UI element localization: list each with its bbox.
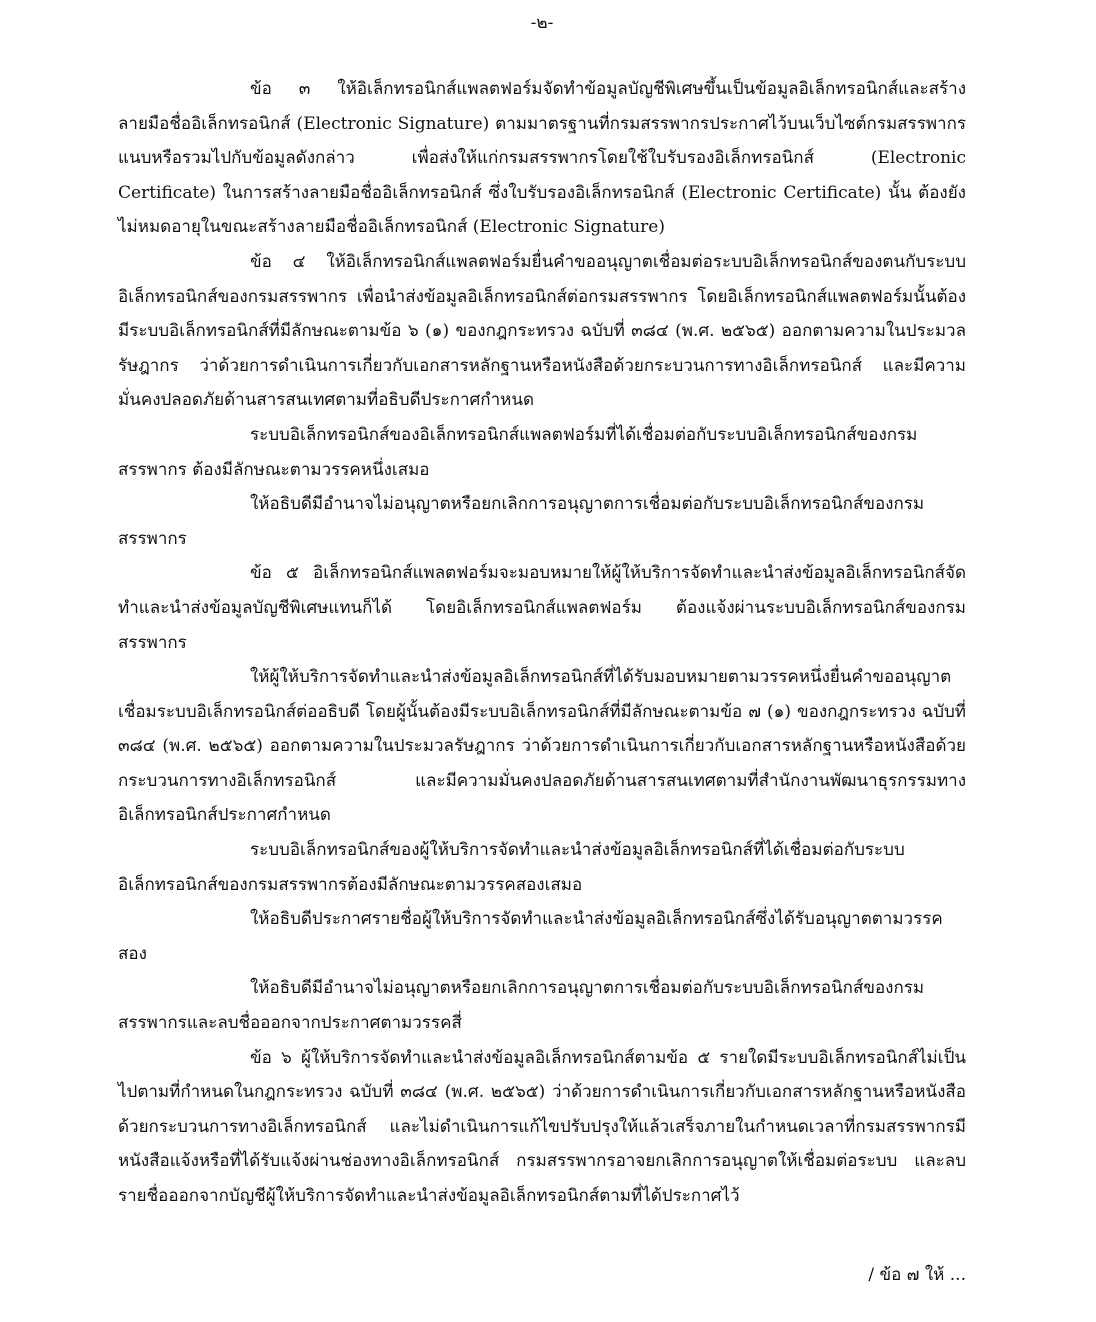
paragraph-article-5-clause-3: ระบบอิเล็กทรอนิกส์ของผู้ให้บริการจัดทำและนำส่งข้อมูลอิเล็กทรอนิกส์ที่ได้เชื่อมต่อกับระบบอิเล็กทรอนิกส์ของกรมสรรพากรต้องมีลักษณะตามวรรคสองเสมอ: [118, 840, 905, 895]
paragraph-article-5-clause-2: ให้ผู้ให้บริการจัดทำและนำส่งข้อมูลอิเล็กทรอนิกส์ที่ได้รับมอบหมายตามวรรคหนึ่งยื่นคำขออนุญาตเชื่อมระบบอิเล็กทรอนิกส์ต่ออธิบดี โดยผู้นั้นต้องมีระบบอิเล็กทรอนิกส์ที่มีลักษณะตามข้อ ๗ (๑) ของกฎกระทรวง ฉบับที่ ๓๘๔ (พ.ศ. ๒๕๖๕) ออกตามความในประมวลรัษฎากร ว่าด้วยการดำเนินการเกี่ยวกับเอกสารหลักฐานหรือหนังสือด้วยกระบวนการทางอิเล็กทรอนิกส์ และมีความมั่นคงปลอดภัยด้านสารสนเทศตามที่สำนักงานพัฒนาธุรกรรมทางอิเล็กทรอนิกส์ประกาศกำหนด: [118, 667, 966, 826]
continuation-marker: / ข้อ ๗ ให้ ...: [868, 1265, 966, 1285]
paragraph-article-6: ข้อ ๖ ผู้ให้บริการจัดทำและนำส่งข้อมูลอิเล็กทรอนิกส์ตามข้อ ๕ รายใดมีระบบอิเล็กทรอนิกส์ไม่เป็นไปตามที่กำหนดในกฎกระทรวง ฉบับที่ ๓๘๔ (พ.ศ. ๒๕๖๕) ว่าด้วยการดำเนินการเกี่ยวกับเอกสารหลักฐานหรือหนังสือด้วยกระบวนการทางอิเล็กทรอนิกส์ และไม่ดำเนินการแก้ไขปรับปรุงให้แล้วเสร็จภายในกำหนดเวลาที่กรมสรรพากรมีหนังสือแจ้งหรือที่ได้รับแจ้งผ่านช่องทางอิเล็กทรอนิกส์ กรมสรรพากรอาจยกเลิกการอนุญาตให้เชื่อมต่อระบบ และลบรายชื่อออกจากบัญชีผู้ให้บริการจัดทำและนำส่งข้อมูลอิเล็กทรอนิกส์ตามที่ได้ประกาศไว้: [118, 1047, 966, 1206]
paragraph-article-5: ข้อ ๕ อิเล็กทรอนิกส์แพลตฟอร์มจะมอบหมายให้ผู้ให้บริการจัดทำและนำส่งข้อมูลอิเล็กทรอนิกส์จัดทำและนำส่งข้อมูลบัญชีพิเศษแทนก็ได้ โดยอิเล็กทรอนิกส์แพลตฟอร์ม ต้องแจ้งผ่านระบบอิเล็กทรอนิกส์ของกรมสรรพากร: [118, 563, 966, 653]
page-number: -๒-: [530, 13, 554, 33]
paragraph-article-3: ข้อ ๓ ให้อิเล็กทรอนิกส์แพลตฟอร์มจัดทำข้อมูลบัญชีพิเศษขึ้นเป็นข้อมูลอิเล็กทรอนิกส์และสร้างลายมือชื่ออิเล็กทรอนิกส์ (Electronic Signature) ตามมาตรฐานที่กรมสรรพากรประกาศไว้บนเว็บไซต์กรมสรรพากร แนบหรือรวมไปกับข้อมูลดังกล่าว เพื่อส่งให้แก่กรมสรรพากรโดยใช้ใบรับรองอิเล็กทรอนิกส์ (Electronic Certificate) ในการสร้างลายมือชื่ออิเล็กทรอนิกส์ ซึ่งใบรับรองอิเล็กทรอนิกส์ (Electronic Certificate) นั้น ต้องยังไม่หมดอายุในขณะสร้างลายมือชื่ออิเล็กทรอนิกส์ (Electronic Signature): [118, 79, 966, 238]
paragraph-article-5-clause-4: ให้อธิบดีประกาศรายชื่อผู้ให้บริการจัดทำและนำส่งข้อมูลอิเล็กทรอนิกส์ซึ่งได้รับอนุญาตตามวรรคสอง: [118, 909, 943, 964]
paragraph-article-5-clause-5: ให้อธิบดีมีอำนาจไม่อนุญาตหรือยกเลิกการอนุญาตการเชื่อมต่อกับระบบอิเล็กทรอนิกส์ของกรมสรรพากรและลบชื่อออกจากประกาศตามวรรคสี่: [118, 978, 925, 1034]
paragraph-article-4: ข้อ ๔ ให้อิเล็กทรอนิกส์แพลตฟอร์มยื่นคำขออนุญาตเชื่อมต่อระบบอิเล็กทรอนิกส์ของตนกับระบบอิเล็กทรอนิกส์ของกรมสรรพากร เพื่อนำส่งข้อมูลอิเล็กทรอนิกส์ต่อกรมสรรพากร โดยอิเล็กทรอนิกส์แพลตฟอร์มนั้นต้องมีระบบอิเล็กทรอนิกส์ที่มีลักษณะตามข้อ ๖ (๑) ของกฎกระทรวง ฉบับที่ ๓๘๔ (พ.ศ. ๒๕๖๕) ออกตามความในประมวลรัษฎากร ว่าด้วยการดำเนินการเกี่ยวกับเอกสารหลักฐานหรือหนังสือด้วยกระบวนการทางอิเล็กทรอนิกส์ และมีความมั่นคงปลอดภัยด้านสารสนเทศตามที่อธิบดีประกาศกำหนด: [118, 251, 966, 411]
paragraph-article-4-clause-3: ให้อธิบดีมีอำนาจไม่อนุญาตหรือยกเลิกการอนุญาตการเชื่อมต่อกับระบบอิเล็กทรอนิกส์ของกรมสรรพากร: [118, 494, 925, 549]
paragraph-article-4-clause-2: ระบบอิเล็กทรอนิกส์ของอิเล็กทรอนิกส์แพลตฟอร์มที่ได้เชื่อมต่อกับระบบอิเล็กทรอนิกส์ของกรมสรรพากร ต้องมีลักษณะตามวรรคหนึ่งเสมอ: [118, 424, 918, 480]
